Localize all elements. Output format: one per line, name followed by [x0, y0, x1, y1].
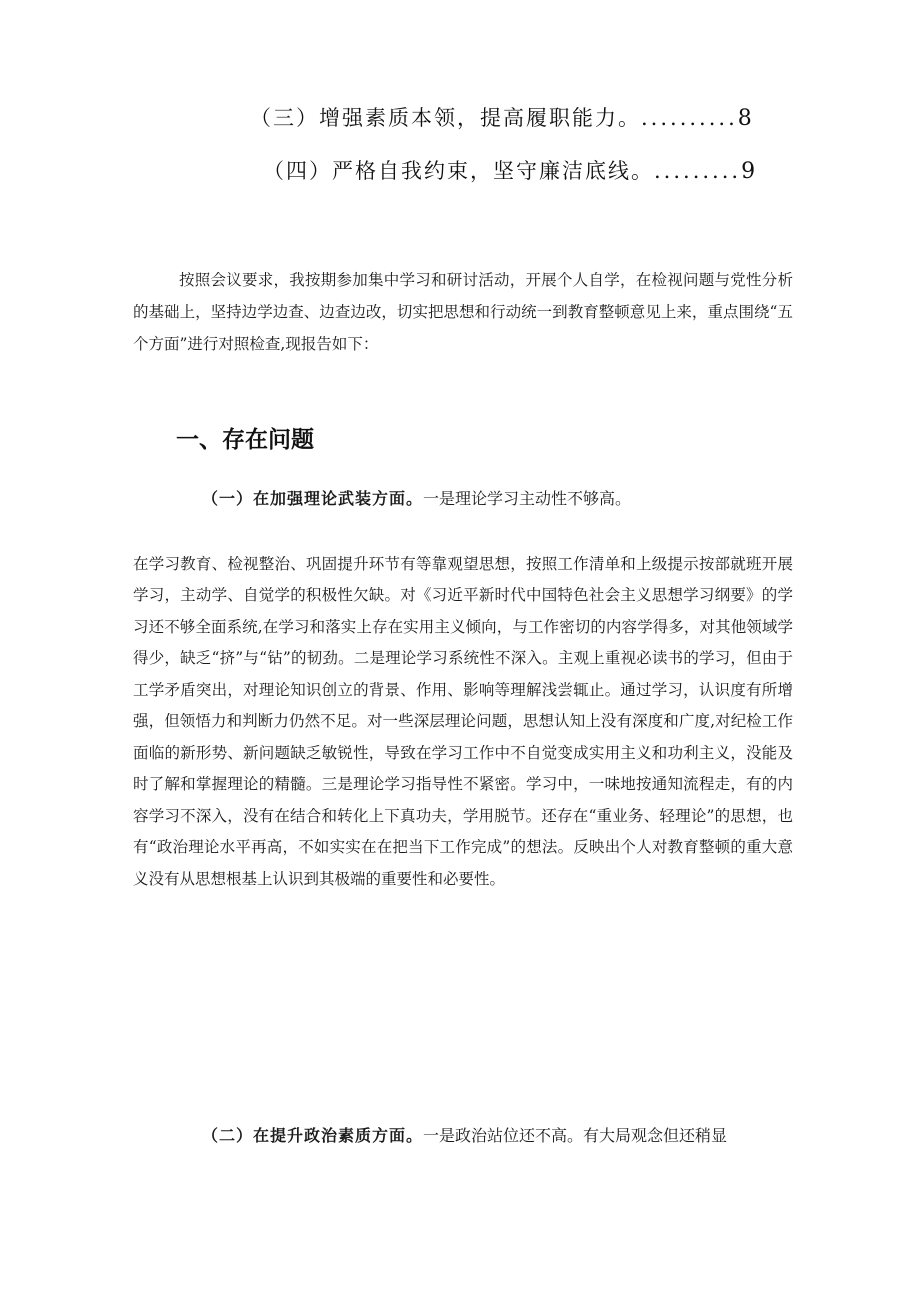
toc-leader-dots: .......... [641, 106, 738, 130]
subsection-2-lead [202, 1123, 727, 1146]
subsection-2-heading: （二）在提升政治素质方面。 [202, 1126, 424, 1145]
subsection-1-heading: （一）在加强理论武装方面。 [202, 489, 424, 508]
toc-entry-label: （三）增强素质本领，提高履职能力。 [250, 106, 641, 130]
toc-entry-label: （四）严格自我约束，坚守廉洁底线。 [263, 159, 654, 183]
toc-page-number: 9 [741, 159, 758, 184]
toc-entry-4[interactable] [263, 155, 757, 185]
subsection-1-body: 在学习教育、检视整治、巩固提升环节有等靠观望思想，按照工作清单和上级提示按部就班开展学习，主动学、自觉学的积极性欠缺。对《习近平新时代中国特色社会主义思想学习纲要》的学习还不够全面系统,在学习和落实上存在实用主义倾向，与工作密切的内容学得多，对其他领域学得少，缺乏“挤”与“钻”的韧劲。二是理论学习系统性不深入。主观上重视必读书的学习，但由于工学矛盾突出，对理论知识创立的背景、作用、影响等理解浅尝辄止。通过学习，认识度有所增强，但领悟力和判断力仍然不足。对一些深层理论问题，思想认知上没有深度和广度,对纪检工作面临的新形势、新问题缺乏敏锐性，导致在学习工作中不自觉变成实用主义和功利主义，没能及时了解和掌握理论的精髓。三是理论学习指导性不紧密。学习中，一味地按通知流程走，有的内容学习不深入，没有在结合和转化上下真功夫，学用脱节。还存在“重业务、轻理论”的思想，也有“政治理论水平再高，不如实实在在把当下工作完成”的想法。反映出个人对教育整顿的重大意义没有从思想根基上认识到其极端的重要性和必要性。 [133, 554, 793, 888]
subsection-2-lead-text: 一是政治站位还不高。有大局观念但还稍显 [423, 1126, 728, 1145]
intro-paragraph: 按照会议要求，我按期参加集中学习和研讨活动，开展个人自学，在检视问题与党性分析的基础上，坚持边学边查、边查边改，切实把思想和行动统一到教育整顿意见上来，重点围绕“五个方面”进行对照检查,现报告如下： [133, 270, 793, 353]
subsection-1-lead-text: 一是理论学习主动性不够高。 [423, 489, 632, 508]
toc-page-number: 8 [737, 106, 754, 131]
section-heading: 一、存在问题 [176, 427, 314, 453]
subsection-1-lead [202, 486, 631, 509]
toc-leader-dots: ......... [654, 159, 742, 183]
toc-entry-3[interactable] [250, 102, 754, 132]
